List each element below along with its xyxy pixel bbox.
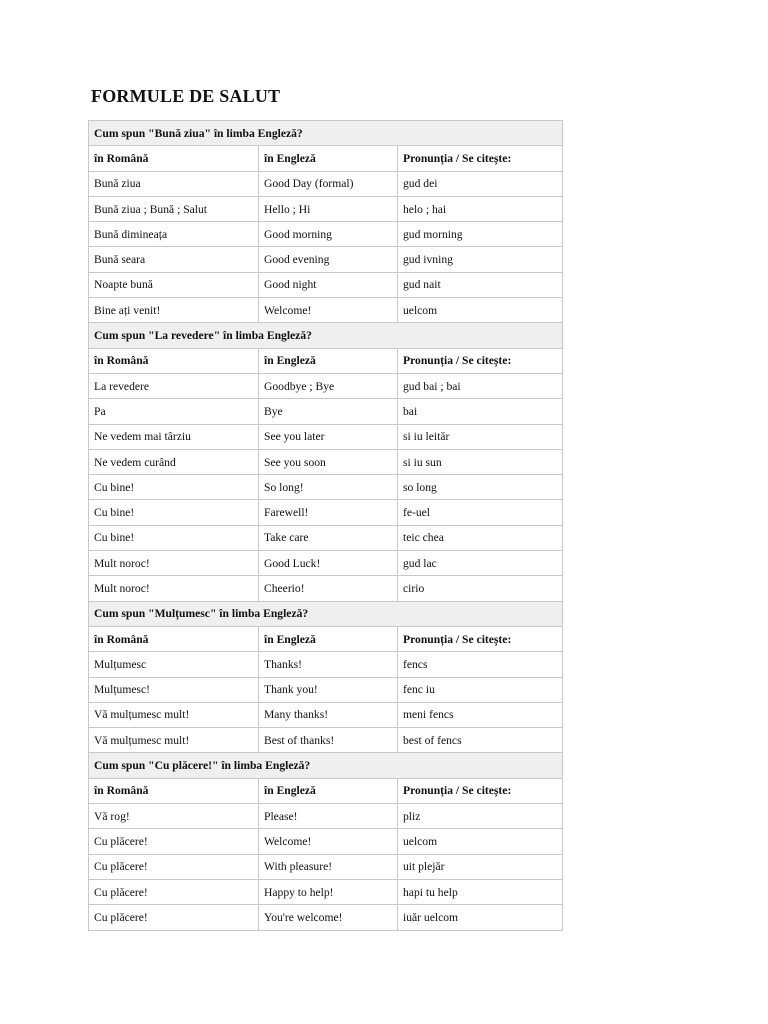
cell-english: Thanks!: [259, 652, 398, 677]
cell-pronunciation: gud bai ; bai: [398, 373, 563, 398]
cell-english: Good morning: [259, 222, 398, 247]
cell-english: Best of thanks!: [259, 728, 398, 753]
greetings-table: [88, 120, 563, 931]
table-row: [89, 298, 563, 323]
cell-pronunciation: uit plejăr: [398, 854, 563, 879]
section-heading-row: [89, 753, 563, 778]
cell-romanian: Cu plăcere!: [89, 879, 259, 904]
cell-english: Good night: [259, 272, 398, 297]
header-english: în Engleză: [259, 626, 398, 651]
cell-romanian: Mulțumesc: [89, 652, 259, 677]
cell-english: Thank you!: [259, 677, 398, 702]
cell-english: Good evening: [259, 247, 398, 272]
cell-romanian: Pa: [89, 399, 259, 424]
cell-english: Welcome!: [259, 298, 398, 323]
table-row: [89, 677, 563, 702]
table-row: [89, 879, 563, 904]
cell-english: Welcome!: [259, 829, 398, 854]
cell-romanian: Noapte bună: [89, 272, 259, 297]
table-row: [89, 196, 563, 221]
cell-english: Cheerio!: [259, 576, 398, 601]
cell-pronunciation: helo ; hai: [398, 196, 563, 221]
cell-romanian: Mulțumesc!: [89, 677, 259, 702]
cell-romanian: Mult noroc!: [89, 551, 259, 576]
cell-pronunciation: so long: [398, 475, 563, 500]
section-heading-row: [89, 601, 563, 626]
column-header-row: [89, 348, 563, 373]
header-romanian: în Română: [89, 146, 259, 171]
cell-pronunciation: gud ivning: [398, 247, 563, 272]
page-title: FORMULE DE SALUT: [91, 86, 281, 106]
cell-romanian: Bună seara: [89, 247, 259, 272]
cell-romanian: Vă mulțumesc mult!: [89, 728, 259, 753]
header-english: în Engleză: [259, 146, 398, 171]
cell-pronunciation: teic chea: [398, 525, 563, 550]
cell-romanian: Ne vedem mai târziu: [89, 424, 259, 449]
table-row: [89, 576, 563, 601]
cell-english: Goodbye ; Bye: [259, 373, 398, 398]
cell-pronunciation: fe-uel: [398, 500, 563, 525]
cell-pronunciation: meni fencs: [398, 702, 563, 727]
cell-romanian: Cu plăcere!: [89, 829, 259, 854]
table-row: [89, 804, 563, 829]
cell-pronunciation: cirio: [398, 576, 563, 601]
cell-pronunciation: bai: [398, 399, 563, 424]
section-heading-row: [89, 121, 563, 146]
cell-pronunciation: si iu sun: [398, 449, 563, 474]
table-row: [89, 829, 563, 854]
cell-english: Bye: [259, 399, 398, 424]
cell-pronunciation: iuăr uelcom: [398, 905, 563, 930]
cell-english: Happy to help!: [259, 879, 398, 904]
cell-romanian: Cu plăcere!: [89, 905, 259, 930]
header-english: în Engleză: [259, 348, 398, 373]
table-row: [89, 399, 563, 424]
cell-pronunciation: best of fencs: [398, 728, 563, 753]
cell-english: You're welcome!: [259, 905, 398, 930]
cell-romanian: Bună dimineața: [89, 222, 259, 247]
cell-pronunciation: uelcom: [398, 829, 563, 854]
cell-pronunciation: hapi tu help: [398, 879, 563, 904]
cell-english: Many thanks!: [259, 702, 398, 727]
cell-romanian: Vă rog!: [89, 804, 259, 829]
section-heading: Cum spun "Bună ziua" în limba Engleză?: [89, 121, 563, 146]
cell-pronunciation: gud nait: [398, 272, 563, 297]
header-pronunciation: Pronunția / Se citește:: [398, 348, 563, 373]
table-row: [89, 171, 563, 196]
section-heading: Cum spun "La revedere" în limba Engleză?: [89, 323, 563, 348]
column-header-row: [89, 626, 563, 651]
cell-romanian: La revedere: [89, 373, 259, 398]
cell-english: So long!: [259, 475, 398, 500]
table-row: [89, 500, 563, 525]
cell-romanian: Vă mulțumesc mult!: [89, 702, 259, 727]
table-row: [89, 449, 563, 474]
cell-pronunciation: gud lac: [398, 551, 563, 576]
table-row: [89, 373, 563, 398]
column-header-row: [89, 778, 563, 803]
table-row: [89, 702, 563, 727]
section-heading-row: [89, 323, 563, 348]
header-romanian: în Română: [89, 626, 259, 651]
header-pronunciation: Pronunția / Se citește:: [398, 146, 563, 171]
table-row: [89, 854, 563, 879]
table-row: [89, 525, 563, 550]
table-row: [89, 272, 563, 297]
table-row: [89, 652, 563, 677]
header-romanian: în Română: [89, 778, 259, 803]
cell-romanian: Bună ziua: [89, 171, 259, 196]
table-row: [89, 475, 563, 500]
cell-english: With pleasure!: [259, 854, 398, 879]
cell-english: See you soon: [259, 449, 398, 474]
table-body: [89, 121, 563, 931]
header-pronunciation: Pronunția / Se citește:: [398, 778, 563, 803]
table-row: [89, 247, 563, 272]
cell-romanian: Bine ați venit!: [89, 298, 259, 323]
table-row: [89, 222, 563, 247]
cell-english: Good Day (formal): [259, 171, 398, 196]
cell-english: See you later: [259, 424, 398, 449]
table-row: [89, 551, 563, 576]
cell-english: Take care: [259, 525, 398, 550]
cell-romanian: Cu bine!: [89, 475, 259, 500]
header-english: în Engleză: [259, 778, 398, 803]
cell-pronunciation: gud dei: [398, 171, 563, 196]
table-row: [89, 905, 563, 930]
cell-romanian: Cu bine!: [89, 500, 259, 525]
cell-english: Farewell!: [259, 500, 398, 525]
section-heading: Cum spun "Cu plăcere!" în limba Engleză?: [89, 753, 563, 778]
table-row: [89, 728, 563, 753]
cell-pronunciation: fencs: [398, 652, 563, 677]
cell-romanian: Cu bine!: [89, 525, 259, 550]
cell-pronunciation: gud morning: [398, 222, 563, 247]
table-row: [89, 424, 563, 449]
cell-pronunciation: pliz: [398, 804, 563, 829]
cell-english: Hello ; Hi: [259, 196, 398, 221]
header-pronunciation: Pronunția / Se citește:: [398, 626, 563, 651]
header-romanian: în Română: [89, 348, 259, 373]
cell-romanian: Bună ziua ; Bună ; Salut: [89, 196, 259, 221]
cell-pronunciation: si iu leităr: [398, 424, 563, 449]
cell-romanian: Ne vedem curând: [89, 449, 259, 474]
column-header-row: [89, 146, 563, 171]
cell-pronunciation: fenc iu: [398, 677, 563, 702]
section-heading: Cum spun "Mulțumesc" în limba Engleză?: [89, 601, 563, 626]
cell-romanian: Mult noroc!: [89, 576, 259, 601]
cell-english: Please!: [259, 804, 398, 829]
cell-pronunciation: uelcom: [398, 298, 563, 323]
cell-english: Good Luck!: [259, 551, 398, 576]
cell-romanian: Cu plăcere!: [89, 854, 259, 879]
